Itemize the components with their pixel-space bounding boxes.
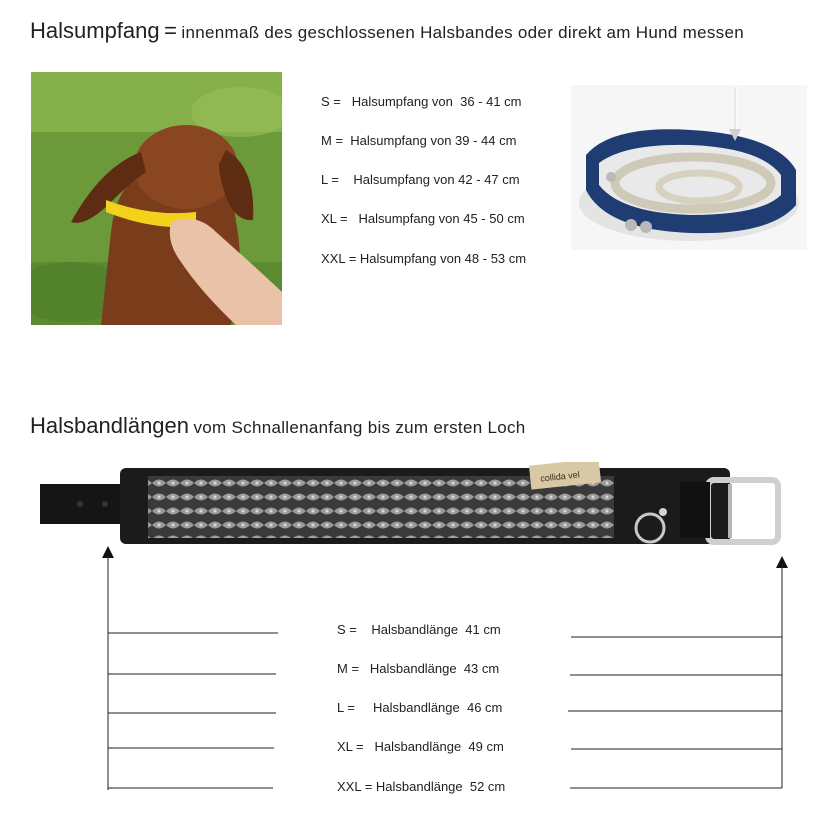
neck-size-xl: XL = Halsumpfang von 45 - 50 cm bbox=[321, 211, 525, 226]
collar-length-xxl: XXL = Halsbandlänge 52 cm bbox=[337, 779, 506, 794]
section2-heading bbox=[30, 413, 526, 439]
section1-heading bbox=[30, 18, 744, 44]
neck-size-m: M = Halsumpfang von 39 - 44 cm bbox=[321, 133, 517, 148]
right-measure-bracket bbox=[565, 548, 795, 798]
section1-subtitle: innenmaß des geschlossenen Halsbandes oder direkt am Hund messen bbox=[181, 23, 744, 42]
collar-length-xl: XL = Halsbandlänge 49 cm bbox=[337, 739, 504, 754]
section2-subtitle: vom Schnallenanfang bis zum ersten Loch bbox=[193, 418, 526, 437]
section1-equals: = bbox=[164, 18, 177, 43]
left-measure-bracket bbox=[98, 540, 298, 800]
collar-tag-label: collida vel bbox=[539, 469, 581, 484]
collar-length-s: S = Halsbandlänge 41 cm bbox=[337, 622, 501, 637]
neck-size-s: S = Halsumpfang von 36 - 41 cm bbox=[321, 94, 522, 109]
collar-with-tape-photo bbox=[571, 85, 807, 250]
section1-title: Halsumpfang bbox=[30, 18, 160, 43]
section2-title: Halsbandlängen bbox=[30, 413, 190, 438]
dog-neck-measuring-photo bbox=[31, 72, 282, 325]
collar-length-m: M = Halsbandlänge 43 cm bbox=[337, 661, 500, 676]
collar-length-l: L = Halsbandlänge 46 cm bbox=[337, 700, 503, 715]
neck-size-l: L = Halsumpfang von 42 - 47 cm bbox=[321, 172, 520, 187]
neck-size-xxl: XXL = Halsumpfang von 48 - 53 cm bbox=[321, 251, 527, 266]
